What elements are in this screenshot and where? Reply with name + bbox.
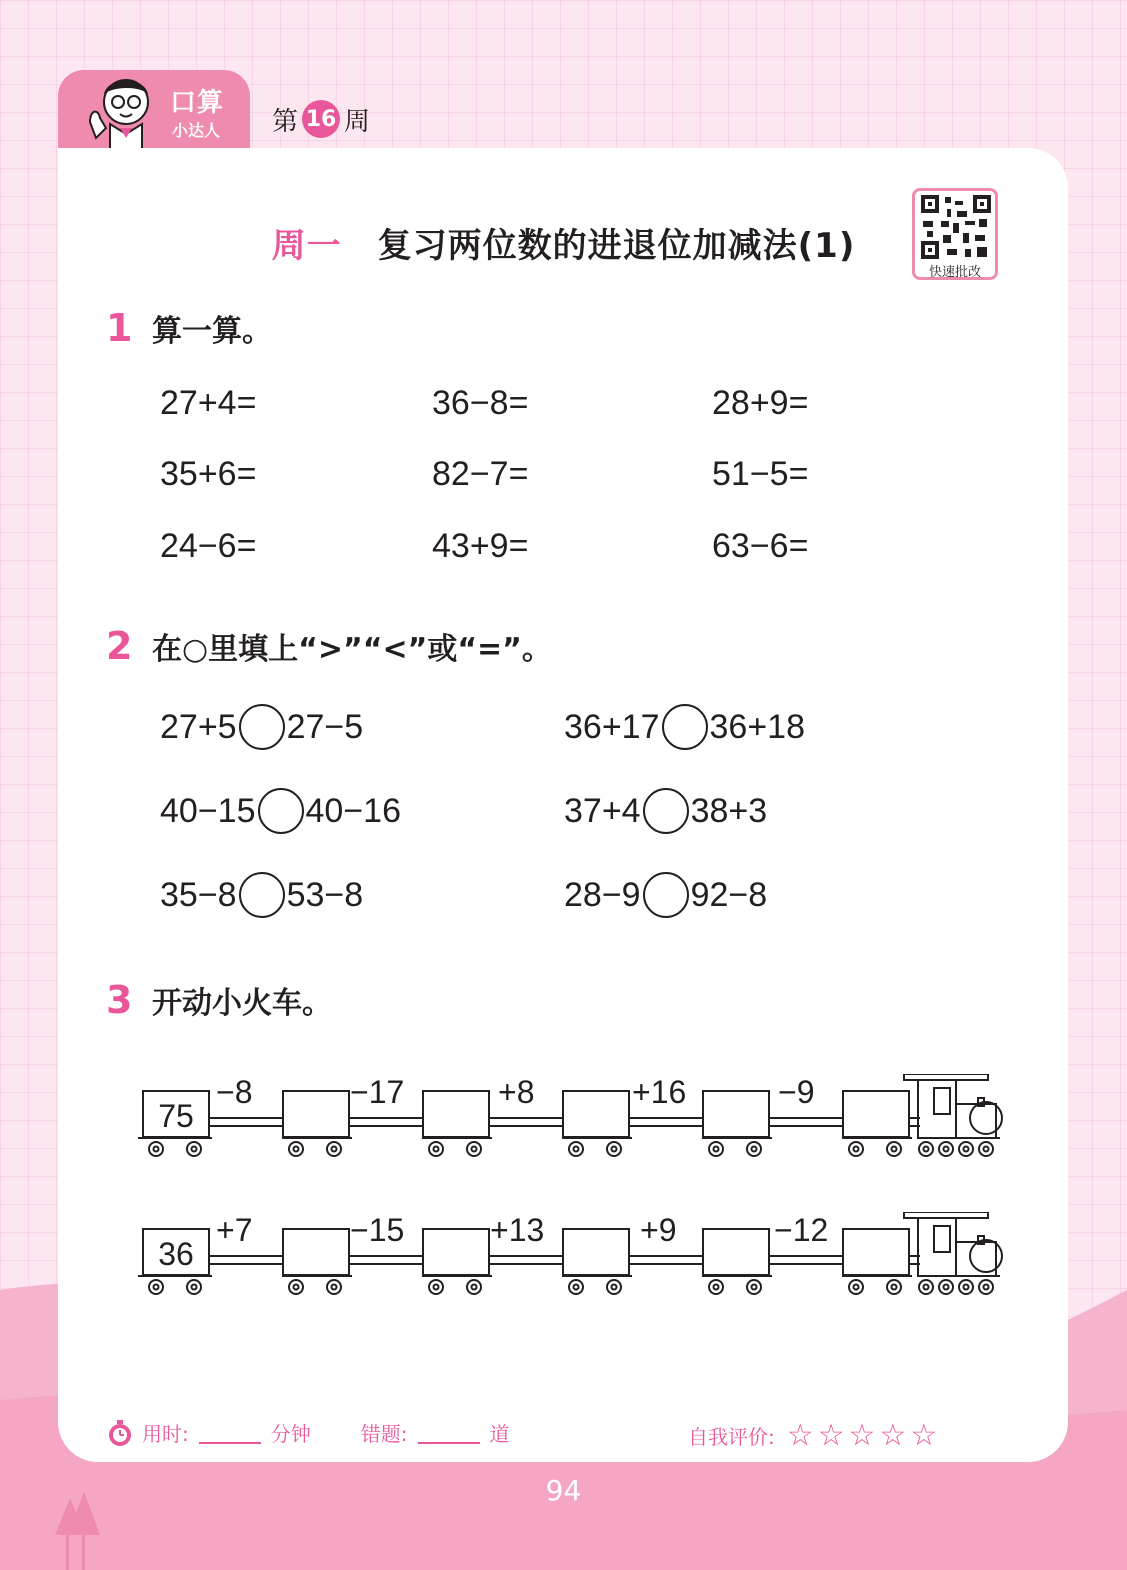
eval-label: 自我评价:	[688, 1425, 775, 1449]
self-evaluation	[688, 1418, 941, 1453]
tab-title: 口算	[170, 88, 225, 118]
title-day: 周一	[271, 226, 342, 266]
week-prefix: 第	[272, 106, 299, 137]
comparison-left: 35−8	[160, 875, 237, 914]
compare-circle[interactable]	[239, 704, 285, 750]
equation[interactable]: 43+9=	[432, 527, 529, 565]
train-car-answer[interactable]	[842, 1228, 910, 1276]
section-1-number: 1	[106, 306, 133, 350]
comparison-left: 40−15	[160, 791, 256, 830]
comparison-left: 28−9	[564, 875, 641, 914]
compare-circle[interactable]	[258, 788, 304, 834]
compare-circle[interactable]	[643, 788, 689, 834]
compare-circle[interactable]	[662, 704, 708, 750]
comparison-right: 53−8	[286, 875, 364, 914]
section-3-heading	[106, 978, 332, 1022]
train-car-answer[interactable]	[702, 1228, 770, 1276]
section-2-heading	[106, 624, 552, 668]
train-operation: −12	[774, 1212, 829, 1248]
train-operation: −15	[350, 1212, 405, 1248]
week-suffix: 周	[344, 106, 371, 137]
equation[interactable]: 27+4=	[160, 384, 257, 422]
train-operation: +13	[490, 1212, 545, 1248]
train-operation: +9	[640, 1212, 677, 1248]
train-car-start: 75	[142, 1090, 210, 1138]
tab-subtitle: 小达人	[172, 121, 221, 140]
error-label: 错题:	[360, 1422, 408, 1446]
train-car-answer[interactable]	[422, 1228, 490, 1276]
train-operation: +7	[216, 1212, 253, 1248]
title-text: 复习两位数的进退位加减法(1)	[377, 226, 856, 266]
compare-circle[interactable]	[643, 872, 689, 918]
equation[interactable]: 51−5=	[712, 455, 809, 493]
comparison-left: 27+5	[160, 707, 237, 746]
section-1-title: 算一算。	[152, 314, 272, 349]
comparison-item	[160, 872, 363, 918]
comparison-right: 92−8	[690, 875, 768, 914]
comparison-left: 36+17	[564, 707, 660, 746]
train-operation: −17	[350, 1074, 405, 1110]
error-unit: 道	[489, 1422, 510, 1446]
comparison-left: 37+4	[564, 791, 641, 830]
train-operation: −9	[778, 1074, 815, 1110]
comparison-item	[160, 788, 401, 834]
section-2-title: 在○里填上“>”“<”或“=”。	[152, 632, 552, 667]
equation[interactable]: 28+9=	[712, 384, 809, 422]
qr-label: 快速批改	[928, 265, 981, 280]
time-input[interactable]	[199, 1422, 261, 1444]
week-number-badge: 16	[302, 100, 340, 138]
section-3-title: 开动小火车。	[152, 986, 332, 1021]
comparison-item	[160, 704, 363, 750]
train-car-answer[interactable]	[282, 1228, 350, 1276]
comparison-item	[564, 704, 805, 750]
section-1-heading	[106, 306, 272, 350]
train-operation: +8	[498, 1074, 535, 1110]
train-2	[138, 1212, 1008, 1322]
comparison-right: 27−5	[286, 707, 364, 746]
rating-stars[interactable]: ☆☆☆☆☆	[786, 1418, 942, 1453]
qr-code-icon	[921, 195, 991, 259]
equation[interactable]: 35+6=	[160, 455, 257, 493]
section-3-number: 3	[106, 978, 133, 1022]
train-car-answer[interactable]	[282, 1090, 350, 1138]
comparison-item	[564, 788, 767, 834]
footer-stats	[106, 1418, 510, 1447]
section-2-number: 2	[106, 624, 133, 668]
comparison-right: 36+18	[709, 707, 805, 746]
page-number: 94	[545, 1474, 582, 1507]
kid-mascot-icon	[80, 72, 160, 150]
time-unit: 分钟	[270, 1422, 311, 1446]
train-car-answer[interactable]	[422, 1090, 490, 1138]
train-car-answer[interactable]	[562, 1228, 630, 1276]
equation[interactable]: 24−6=	[160, 527, 257, 565]
train-car-answer[interactable]	[562, 1090, 630, 1138]
train-car-answer[interactable]	[842, 1090, 910, 1138]
equation[interactable]: 82−7=	[432, 455, 529, 493]
error-input[interactable]	[418, 1422, 480, 1444]
time-label: 用时:	[142, 1422, 189, 1446]
train-1	[138, 1074, 1008, 1184]
comparison-right: 38+3	[690, 791, 768, 830]
qr-code[interactable]	[912, 188, 998, 280]
train-car-start: 36	[142, 1228, 210, 1276]
train-car-answer[interactable]	[702, 1090, 770, 1138]
equation[interactable]: 63−6=	[712, 527, 809, 565]
train-operation: −8	[216, 1074, 253, 1110]
compare-circle[interactable]	[239, 872, 285, 918]
train-operation: +16	[632, 1074, 687, 1110]
stopwatch-icon	[106, 1419, 134, 1447]
week-label	[272, 100, 370, 138]
equation[interactable]: 36−8=	[432, 384, 529, 422]
comparison-item	[564, 872, 767, 918]
comparison-right: 40−16	[305, 791, 401, 830]
